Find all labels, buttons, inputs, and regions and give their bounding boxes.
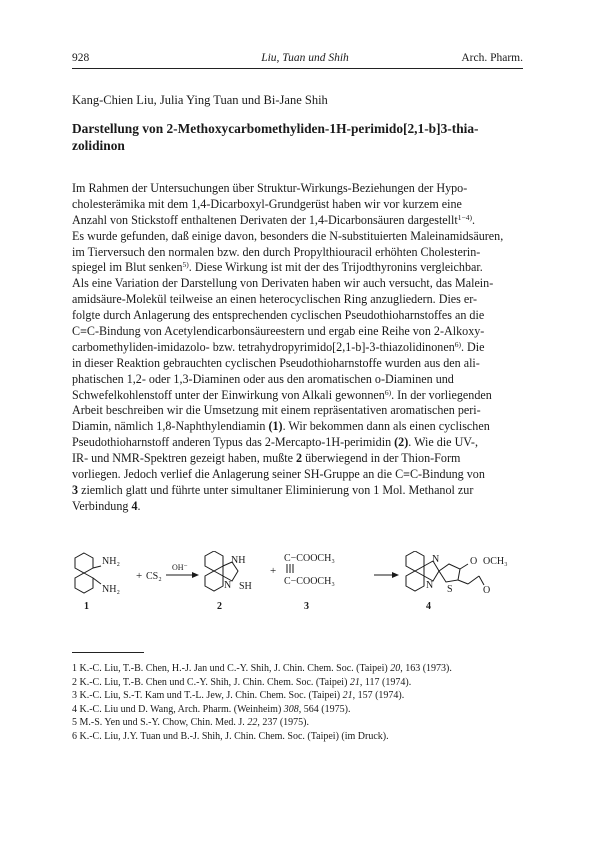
body-text-run: IR- und NMR-Spektren gezeigt haben, mußte <box>72 451 297 466</box>
reaction-scheme <box>72 551 532 611</box>
citation-ref: 1−4) <box>457 212 472 222</box>
body-text-run: . Wie die UV-, <box>408 435 478 450</box>
body-line: C≡C-Bindung von Acetylendicarbonsäureestern und ergab eine Reihe von 2-Alkoxy- <box>72 324 485 339</box>
footnote <box>72 662 532 676</box>
body-text-run: spiegel im Blut senken <box>72 260 183 275</box>
body-line: folgte durch Anlagerung des entsprechenden cyclischen Pseudothioharnstoffes an die <box>72 308 485 323</box>
body-line <box>72 340 523 356</box>
plus-sign: + <box>136 570 143 582</box>
body-text-run: . <box>472 212 476 227</box>
body-text-run: carbomethyliden-imidazolo- bzw. tetrahydropyrimido[2,1-b]-3-thiazolidinonen <box>72 339 455 354</box>
body-text-run: Diamin, nämlich 1,8-Naphthylendiamin <box>72 419 269 434</box>
footnote <box>72 689 532 703</box>
arrowhead-1 <box>192 572 199 578</box>
body-text-run: Pseudothioharnstoff anderen Typus das 2-Mercapto-1H-perimidin <box>72 435 395 450</box>
body-text-run: . Die <box>461 339 485 354</box>
p4-atom-s: S <box>447 584 453 595</box>
sh-label: SH <box>239 581 252 592</box>
footnote-rule <box>72 652 144 653</box>
article-title <box>72 120 523 154</box>
compound-label-3: 3 <box>304 601 309 611</box>
amino-group-label: NH₂ <box>102 584 120 595</box>
p4-atom-n: N <box>432 554 440 565</box>
article-title-line: zolidinon <box>72 138 125 153</box>
footnote-volume: 21 <box>342 690 353 701</box>
body-text <box>72 181 523 515</box>
footnote-text: , 163 (1973). <box>400 663 452 674</box>
reagent-cs2: CS₂ <box>146 571 162 582</box>
body-line: in dieser Reaktion gebrauchten cyclischen Pseudothioharnstoffe wurden aus den ali- <box>72 355 480 370</box>
footnote-text: , 117 (1974). <box>359 676 412 688</box>
body-text-run: . In der vorliegenden <box>391 387 492 402</box>
body-text-run: Verbindung <box>72 498 132 513</box>
footnote <box>72 703 532 717</box>
body-line: Als eine Variation der Darstellung von Derivaten haben wir auch versucht, das Malein- <box>72 276 494 291</box>
footnote-text: 1 K.-C. Liu, T.-B. Chen, H.-J. Jan und C.-Y. Shih, J. Chin. Chem. Soc. (Taipei) <box>72 663 391 674</box>
header-rule <box>72 68 523 69</box>
body-line <box>72 499 523 515</box>
footnote-volume: 308 <box>283 703 299 715</box>
footnote-text: 2 K.-C. Liu, T.-B. Chen und C.-Y. Shih, J. Chin. Chem. Soc. (Taipei) <box>72 676 350 688</box>
running-title: Liu, Tuan und Shih <box>261 52 349 64</box>
body-line: Im Rahmen der Untersuchungen über Struktur-Wirkungs-Beziehungen der Hypo- <box>72 181 468 195</box>
p4-atom-o: O <box>483 585 491 596</box>
journal-name: Arch. Pharm. <box>461 52 523 64</box>
ester-label: C−COOCH₃ <box>284 553 335 564</box>
footnote-volume: 22 <box>247 717 258 728</box>
body-line: Arbeit beschreiben wir die Umsetzung mit einem repräsentativen aromatischen peri- <box>72 403 481 418</box>
compound-ref: 3 <box>72 482 79 497</box>
p4-atom-n: N <box>426 580 434 591</box>
base-label: OH⁻ <box>172 563 188 572</box>
footnote-volume: 20 <box>390 663 401 674</box>
citation-ref: 6) <box>454 339 461 349</box>
compound-ref: 4 <box>131 498 138 513</box>
body-line: phatischen 1,2- oder 1,3-Diaminen oder aus den aromatischen o-Diaminen und <box>72 371 454 386</box>
body-text-run: Anzahl von Stickstoff enthaltenen Derivaten der 1,4-Dicarbonsäuren dargestellt <box>72 212 458 227</box>
body-text-run: überwiegend in der Thion-Form <box>302 451 461 466</box>
body-text-run: ziemlich glatt und führte unter simultaner Eliminierung von 1 Mol. Methanol zur <box>78 482 474 497</box>
arrowhead-2 <box>392 572 399 578</box>
nh-label: NH <box>231 555 246 566</box>
footnote-text: , 157 (1974). <box>352 690 405 701</box>
body-line <box>72 435 523 451</box>
footnotes <box>72 662 532 743</box>
compound-ref: (1) <box>268 419 283 434</box>
n-label: N <box>224 580 232 591</box>
footnote-text: , 564 (1975). <box>298 703 351 715</box>
body-line: amidsäure-Molekül teilweise an einen heterocyclischen Ring anzugliedern. Dies er- <box>72 292 478 307</box>
p4-methoxy: OCH₃ <box>483 556 508 567</box>
body-text-run: Schwefelkohlenstoff unter der Einwirkung von Alkali gewonnen <box>72 387 385 402</box>
compound-ref: (2) <box>394 435 409 450</box>
p4-atom-o: O <box>470 556 478 567</box>
plus-sign: + <box>270 565 277 577</box>
body-line <box>72 451 523 467</box>
footnote-text: 4 K.-C. Liu und D. Wang, Arch. Pharm. (Weinheim) <box>72 703 284 715</box>
body-line: Es wurde gefunden, daß einige davon, besonders die N-substituierten Maleinamidsäuren, <box>72 228 504 243</box>
body-line <box>72 213 523 229</box>
authors: Kang-Chien Liu, Julia Ying Tuan und Bi-Jane Shih <box>72 93 328 107</box>
body-line <box>72 419 523 435</box>
body-text-run: . Wir bekommen dann als einen cyclischen <box>282 419 490 434</box>
body-text-run: . <box>137 498 141 513</box>
footnote <box>72 730 532 744</box>
body-line <box>72 388 523 404</box>
footnote-volume: 21 <box>349 676 360 688</box>
body-text-run: . Diese Wirkung ist mit der des Trijodthyronins vergleichbar. <box>188 260 483 275</box>
page-number: 928 <box>72 52 90 64</box>
footnote-text: 5 M.-S. Yen und S.-Y. Chow, Chin. Med. J. <box>72 717 248 728</box>
body-line <box>72 483 523 499</box>
ester-label: C−COOCH₃ <box>284 576 335 587</box>
body-line <box>72 260 523 276</box>
page-header <box>72 52 523 68</box>
amino-group-label: NH₂ <box>102 556 120 567</box>
body-line: im Tierversuch den normalen bzw. den durch Propylthiouracil erhöhten Cholesterin- <box>72 244 481 259</box>
body-line: cholesterämika mit dem 1,4-Dicarboxyl-Grundgerüst haben wir vor kurzem eine <box>72 196 462 211</box>
citation-ref: 5) <box>182 260 189 270</box>
citation-ref: 6) <box>384 387 392 397</box>
naphthalene-structure-1 <box>75 553 101 593</box>
footnote-text: 3 K.-C. Liu, S.-T. Kam und T.-L. Jew, J. Chin. Chem. Soc. (Taipei) <box>72 690 343 701</box>
footnote <box>72 716 532 730</box>
compound-label-2: 2 <box>217 601 222 611</box>
compound-label-1: 1 <box>84 601 89 611</box>
footnote-text: , 237 (1975). <box>257 717 309 728</box>
footnote <box>72 676 532 690</box>
footnote-text: 6 K.-C. Liu, J.Y. Tuan und B.-J. Shih, J. Chin. Chem. Soc. (Taipei) (im Druck). <box>72 730 389 742</box>
compound-label-4: 4 <box>426 601 431 611</box>
body-line: vorliegen. Jedoch verlief die Anlagerung seiner SH-Gruppe an die C≡C-Bindung von <box>72 467 485 482</box>
article-title-line: Darstellung von 2-Methoxycarbomethyliden-1H-perimido[2,1-b]3-thia- <box>72 121 479 136</box>
compound-ref: 2 <box>296 451 303 466</box>
